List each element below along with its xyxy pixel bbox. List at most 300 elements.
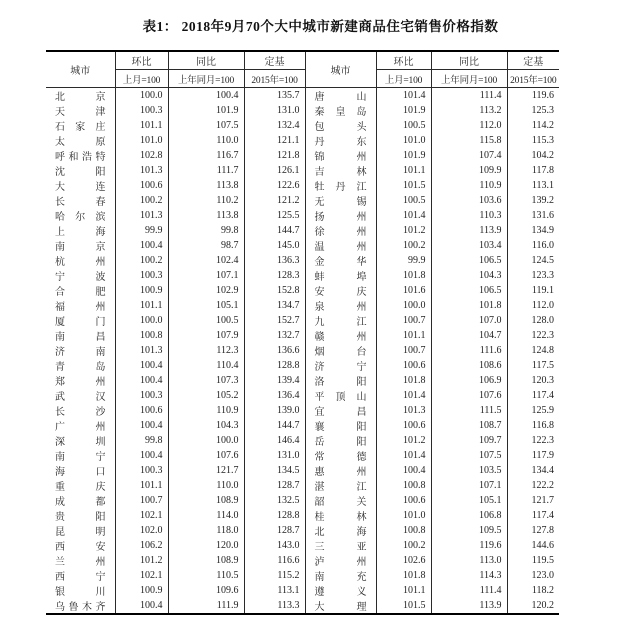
mom-value-right: 100.2 [376, 238, 431, 253]
header-fixed-right: 定基 [507, 51, 559, 70]
yoy-value-right: 107.5 [431, 448, 507, 463]
mom-value-left: 102.0 [115, 523, 168, 538]
fixed-base-value-left: 121.2 [244, 193, 305, 208]
fixed-base-value-left: 134.5 [244, 463, 305, 478]
yoy-value-right: 113.0 [431, 553, 507, 568]
header-yoy-left: 同比 [168, 51, 244, 70]
mom-value-right: 101.9 [376, 103, 431, 118]
mom-value-left: 101.1 [115, 478, 168, 493]
yoy-value-left: 116.7 [168, 148, 244, 163]
city-name-right: 韶 关 [305, 493, 376, 508]
mom-value-right: 100.5 [376, 118, 431, 133]
city-name-left: 杭 州 [46, 253, 115, 268]
yoy-value-left: 107.6 [168, 448, 244, 463]
table-row [46, 253, 559, 268]
fixed-base-value-right: 127.8 [531, 525, 554, 536]
yoy-value-left: 110.0 [168, 478, 244, 493]
mom-value-left: 100.6 [115, 403, 168, 418]
subheader-yoy-base-left: 上年同月=100 [168, 70, 244, 88]
table-row [46, 163, 559, 178]
city-name-left: 西 安 [46, 538, 115, 553]
mom-value-left: 100.4 [115, 373, 168, 388]
city-name-right: 岳 阳 [305, 433, 376, 448]
fixed-base-value-right: 131.6 [531, 210, 554, 221]
yoy-value-right: 111.4 [431, 583, 507, 598]
fixed-base-value-right: 112.0 [531, 300, 554, 311]
fixed-base-value-right: 116.8 [531, 420, 554, 431]
fixed-base-value-left: 128.7 [244, 478, 305, 493]
mom-value-right: 101.0 [376, 508, 431, 523]
city-name-right: 安 庆 [305, 283, 376, 298]
mom-value-right: 101.2 [376, 223, 431, 238]
fixed-base-value-right: 134.9 [531, 225, 554, 236]
fixed-base-value-right: 120.2 [531, 600, 554, 611]
city-name-left: 长 春 [46, 193, 115, 208]
fixed-base-value-right: 119.5 [531, 555, 554, 566]
yoy-value-right: 115.8 [431, 133, 507, 148]
city-name-left: 天 津 [46, 103, 115, 118]
yoy-value-right: 114.3 [431, 568, 507, 583]
city-name-left: 南 昌 [46, 328, 115, 343]
fixed-base-value-right: 134.4 [531, 465, 554, 476]
table-row [46, 88, 559, 104]
city-name-left: 合 肥 [46, 283, 115, 298]
yoy-value-right: 103.4 [431, 238, 507, 253]
yoy-value-left: 118.0 [168, 523, 244, 538]
yoy-value-right: 108.7 [431, 418, 507, 433]
yoy-value-right: 104.3 [431, 268, 507, 283]
yoy-value-right: 111.5 [431, 403, 507, 418]
yoy-value-right: 103.5 [431, 463, 507, 478]
city-name-left: 太 原 [46, 133, 115, 148]
fixed-base-value-right: 128.0 [531, 315, 554, 326]
fixed-base-value-right: 119.1 [531, 285, 554, 296]
mom-value-right: 100.6 [376, 358, 431, 373]
yoy-value-left: 107.9 [168, 328, 244, 343]
city-name-right: 包 头 [305, 118, 376, 133]
city-name-left: 石 家 庄 [46, 118, 115, 133]
table-row [46, 478, 559, 493]
fixed-base-value-right: 122.2 [531, 480, 554, 491]
city-name-left: 西 宁 [46, 568, 115, 583]
fixed-base-value-left: 146.4 [244, 433, 305, 448]
mom-value-left: 101.2 [115, 553, 168, 568]
mom-value-right: 100.0 [376, 298, 431, 313]
mom-value-left: 100.8 [115, 328, 168, 343]
mom-value-left: 100.2 [115, 253, 168, 268]
fixed-base-value-left: 132.5 [244, 493, 305, 508]
city-name-left: 呼 和 浩 特 [46, 148, 115, 163]
city-name-left: 青 岛 [46, 358, 115, 373]
city-name-left: 武 汉 [46, 388, 115, 403]
yoy-value-right: 106.5 [431, 253, 507, 268]
fixed-base-value-left: 136.3 [244, 253, 305, 268]
city-name-right: 遵 义 [305, 583, 376, 598]
mom-value-right: 101.1 [376, 583, 431, 598]
yoy-value-right: 111.4 [431, 88, 507, 104]
table-row [46, 148, 559, 163]
table-row [46, 118, 559, 133]
yoy-value-left: 112.3 [168, 343, 244, 358]
mom-value-right: 101.8 [376, 568, 431, 583]
city-name-right: 吉 林 [305, 163, 376, 178]
table-row [46, 583, 559, 598]
yoy-value-left: 105.2 [168, 388, 244, 403]
fixed-base-value-right: 114.2 [531, 120, 554, 131]
city-name-right: 牡 丹 江 [305, 178, 376, 193]
mom-value-left: 106.2 [115, 538, 168, 553]
yoy-value-right: 107.1 [431, 478, 507, 493]
yoy-value-right: 109.7 [431, 433, 507, 448]
fixed-base-value-left: 131.0 [244, 448, 305, 463]
yoy-value-left: 102.9 [168, 283, 244, 298]
city-name-left: 海 口 [46, 463, 115, 478]
fixed-base-value-right: 122.3 [531, 330, 554, 341]
header-city-right: 城市 [305, 51, 376, 88]
yoy-value-right: 110.9 [431, 178, 507, 193]
city-name-left: 重 庆 [46, 478, 115, 493]
yoy-value-right: 108.6 [431, 358, 507, 373]
mom-value-left: 101.1 [115, 298, 168, 313]
mom-value-left: 100.4 [115, 448, 168, 463]
table-row [46, 598, 559, 614]
header-mom-left: 环比 [115, 51, 168, 70]
mom-value-right: 100.8 [376, 523, 431, 538]
mom-value-left: 100.4 [115, 418, 168, 433]
table-row [46, 268, 559, 283]
fixed-base-value-left: 152.8 [244, 283, 305, 298]
fixed-base-value-right: 117.9 [531, 450, 554, 461]
fixed-base-value-left: 136.6 [244, 343, 305, 358]
fixed-base-value-right: 119.6 [531, 90, 554, 101]
mom-value-right: 100.8 [376, 478, 431, 493]
table-row [46, 133, 559, 148]
mom-value-right: 99.9 [376, 253, 431, 268]
mom-value-left: 100.9 [115, 583, 168, 598]
table-row [46, 553, 559, 568]
mom-value-right: 101.8 [376, 268, 431, 283]
subheader-mom-base-right: 上月=100 [376, 70, 431, 88]
price-index-table [46, 50, 559, 615]
mom-value-left: 100.3 [115, 268, 168, 283]
yoy-value-right: 103.6 [431, 193, 507, 208]
city-name-right: 九 江 [305, 313, 376, 328]
fixed-base-value-left: 128.3 [244, 268, 305, 283]
yoy-value-left: 121.7 [168, 463, 244, 478]
fixed-base-value-right: 117.4 [531, 390, 554, 401]
mom-value-left: 100.9 [115, 283, 168, 298]
city-name-left: 乌 鲁 木 齐 [46, 598, 115, 614]
subheader-fixed-base-left: 2015年=100 [244, 70, 305, 88]
fixed-base-value-left: 132.7 [244, 328, 305, 343]
city-name-right: 三 亚 [305, 538, 376, 553]
mom-value-left: 100.3 [115, 103, 168, 118]
fixed-base-value-left: 113.1 [244, 583, 305, 598]
table-row [46, 193, 559, 208]
mom-value-right: 101.4 [376, 208, 431, 223]
table-row [46, 208, 559, 223]
fixed-base-value-right: 139.2 [531, 195, 554, 206]
fixed-base-value-left: 143.0 [244, 538, 305, 553]
city-name-left: 成 都 [46, 493, 115, 508]
yoy-value-left: 108.9 [168, 493, 244, 508]
table-row [46, 103, 559, 118]
city-name-right: 襄 阳 [305, 418, 376, 433]
yoy-value-left: 111.7 [168, 163, 244, 178]
yoy-value-right: 110.3 [431, 208, 507, 223]
fixed-base-value-left: 152.7 [244, 313, 305, 328]
fixed-base-value-left: 145.0 [244, 238, 305, 253]
mom-value-right: 100.6 [376, 493, 431, 508]
yoy-value-left: 110.4 [168, 358, 244, 373]
yoy-value-right: 113.9 [431, 223, 507, 238]
yoy-value-left: 107.5 [168, 118, 244, 133]
city-name-right: 锦 州 [305, 148, 376, 163]
city-name-right: 宜 昌 [305, 403, 376, 418]
city-name-right: 南 充 [305, 568, 376, 583]
table-row [46, 433, 559, 448]
fixed-base-value-left: 121.8 [244, 148, 305, 163]
fixed-base-value-left: 139.4 [244, 373, 305, 388]
fixed-base-value-left: 144.7 [244, 418, 305, 433]
table-row [46, 523, 559, 538]
fixed-base-value-right: 125.9 [531, 405, 554, 416]
city-name-right: 常 德 [305, 448, 376, 463]
fixed-base-value-left: 136.4 [244, 388, 305, 403]
city-name-left: 广 州 [46, 418, 115, 433]
header-city-left: 城市 [46, 51, 115, 88]
yoy-value-right: 106.9 [431, 373, 507, 388]
yoy-value-left: 101.9 [168, 103, 244, 118]
yoy-value-left: 104.3 [168, 418, 244, 433]
city-name-right: 丹 东 [305, 133, 376, 148]
city-name-right: 惠 州 [305, 463, 376, 478]
page-title: 表1： 2018年9月70个大中城市新建商品住宅销售价格指数 [142, 19, 499, 34]
fixed-base-value-left: 122.6 [244, 178, 305, 193]
city-name-left: 郑 州 [46, 373, 115, 388]
fixed-base-value-right: 123.3 [531, 270, 554, 281]
city-name-right: 大 理 [305, 598, 376, 614]
yoy-value-left: 100.5 [168, 313, 244, 328]
mom-value-right: 100.7 [376, 343, 431, 358]
mom-value-right: 101.4 [376, 88, 431, 104]
yoy-value-left: 100.4 [168, 88, 244, 104]
mom-value-left: 102.8 [115, 148, 168, 163]
fixed-base-value-right: 113.1 [531, 180, 554, 191]
yoy-value-left: 98.7 [168, 238, 244, 253]
mom-value-left: 100.7 [115, 493, 168, 508]
table-row [46, 298, 559, 313]
header-yoy-right: 同比 [431, 51, 507, 70]
table-row [46, 508, 559, 523]
yoy-value-right: 113.2 [431, 103, 507, 118]
yoy-value-right: 119.6 [431, 538, 507, 553]
mom-value-left: 101.3 [115, 343, 168, 358]
mom-value-left: 101.1 [115, 118, 168, 133]
fixed-base-value-right: 115.3 [531, 135, 554, 146]
yoy-value-right: 106.8 [431, 508, 507, 523]
fixed-base-value-right: 116.0 [531, 240, 554, 251]
mom-value-left: 100.0 [115, 313, 168, 328]
yoy-value-left: 108.9 [168, 553, 244, 568]
fixed-base-value-left: 131.0 [244, 103, 305, 118]
mom-value-left: 101.3 [115, 163, 168, 178]
mom-value-right: 101.9 [376, 148, 431, 163]
mom-value-left: 102.1 [115, 568, 168, 583]
fixed-base-value-left: 139.0 [244, 403, 305, 418]
fixed-base-value-left: 132.4 [244, 118, 305, 133]
yoy-value-left: 113.8 [168, 178, 244, 193]
fixed-base-value-right: 117.5 [531, 360, 554, 371]
yoy-value-right: 111.6 [431, 343, 507, 358]
fixed-base-value-right: 120.3 [531, 375, 554, 386]
subheader-mom-base-left: 上月=100 [115, 70, 168, 88]
fixed-base-value-right: 144.6 [531, 540, 554, 551]
subheader-yoy-base-right: 上年同月=100 [431, 70, 507, 88]
mom-value-left: 100.6 [115, 178, 168, 193]
mom-value-right: 100.6 [376, 418, 431, 433]
city-name-left: 济 南 [46, 343, 115, 358]
table-row [46, 463, 559, 478]
mom-value-left: 100.2 [115, 193, 168, 208]
city-name-left: 深 圳 [46, 433, 115, 448]
table-row [46, 223, 559, 238]
mom-value-left: 102.1 [115, 508, 168, 523]
table-row [46, 313, 559, 328]
yoy-value-right: 105.1 [431, 493, 507, 508]
table-row [46, 388, 559, 403]
fixed-base-value-right: 124.8 [531, 345, 554, 356]
city-name-right: 赣 州 [305, 328, 376, 343]
mom-value-right: 101.3 [376, 403, 431, 418]
yoy-value-right: 107.0 [431, 313, 507, 328]
city-name-left: 长 沙 [46, 403, 115, 418]
yoy-value-left: 99.8 [168, 223, 244, 238]
yoy-value-right: 101.8 [431, 298, 507, 313]
mom-value-right: 101.1 [376, 163, 431, 178]
yoy-value-left: 111.9 [168, 598, 244, 614]
mom-value-left: 100.4 [115, 238, 168, 253]
fixed-base-value-right: 124.5 [531, 255, 554, 266]
yoy-value-left: 102.4 [168, 253, 244, 268]
yoy-value-left: 110.2 [168, 193, 244, 208]
city-name-left: 沈 阳 [46, 163, 115, 178]
fixed-base-value-left: 126.1 [244, 163, 305, 178]
header-row-1 [46, 51, 559, 70]
yoy-value-right: 104.7 [431, 328, 507, 343]
fixed-base-value-right: 118.2 [531, 585, 554, 596]
mom-value-right: 102.6 [376, 553, 431, 568]
table-row [46, 358, 559, 373]
city-name-right: 北 海 [305, 523, 376, 538]
mom-value-left: 100.3 [115, 463, 168, 478]
yoy-value-left: 110.5 [168, 568, 244, 583]
subheader-fixed-base-right: 2015年=100 [507, 70, 559, 88]
fixed-base-value-left: 135.7 [244, 88, 305, 104]
city-name-right: 蚌 埠 [305, 268, 376, 283]
mom-value-left: 100.4 [115, 358, 168, 373]
mom-value-right: 101.6 [376, 283, 431, 298]
mom-value-right: 101.1 [376, 328, 431, 343]
mom-value-left: 100.0 [115, 88, 168, 104]
city-name-left: 大 连 [46, 178, 115, 193]
city-name-right: 温 州 [305, 238, 376, 253]
table-row [46, 178, 559, 193]
mom-value-right: 101.4 [376, 388, 431, 403]
city-name-right: 平 顶 山 [305, 388, 376, 403]
table-row [46, 373, 559, 388]
city-name-right: 洛 阳 [305, 373, 376, 388]
table-row [46, 568, 559, 583]
mom-value-left: 99.8 [115, 433, 168, 448]
yoy-value-left: 100.0 [168, 433, 244, 448]
mom-value-right: 101.8 [376, 373, 431, 388]
city-name-right: 桂 林 [305, 508, 376, 523]
fixed-base-value-left: 144.7 [244, 223, 305, 238]
fixed-base-value-left: 128.7 [244, 523, 305, 538]
city-name-left: 福 州 [46, 298, 115, 313]
city-name-left: 昆 明 [46, 523, 115, 538]
yoy-value-right: 109.5 [431, 523, 507, 538]
yoy-value-left: 113.8 [168, 208, 244, 223]
fixed-base-value-right: 117.8 [531, 165, 554, 176]
city-name-left: 厦 门 [46, 313, 115, 328]
header-fixed-left: 定基 [244, 51, 305, 70]
yoy-value-right: 113.9 [431, 598, 507, 614]
city-name-left: 贵 阳 [46, 508, 115, 523]
mom-value-left: 99.9 [115, 223, 168, 238]
yoy-value-left: 114.0 [168, 508, 244, 523]
yoy-value-right: 106.5 [431, 283, 507, 298]
city-name-right: 扬 州 [305, 208, 376, 223]
city-name-left: 哈 尔 滨 [46, 208, 115, 223]
city-name-right: 烟 台 [305, 343, 376, 358]
city-name-right: 泉 州 [305, 298, 376, 313]
mom-value-right: 101.4 [376, 448, 431, 463]
fixed-base-value-right: 125.3 [531, 105, 554, 116]
city-name-left: 银 川 [46, 583, 115, 598]
yoy-value-left: 120.0 [168, 538, 244, 553]
city-name-right: 秦 皇 岛 [305, 103, 376, 118]
table-row [46, 448, 559, 463]
table-row [46, 343, 559, 358]
yoy-value-left: 107.3 [168, 373, 244, 388]
fixed-base-value-right: 104.2 [531, 150, 554, 161]
mom-value-left: 101.0 [115, 133, 168, 148]
table-row [46, 538, 559, 553]
header-mom-right: 环比 [376, 51, 431, 70]
mom-value-right: 101.5 [376, 178, 431, 193]
mom-value-right: 100.2 [376, 538, 431, 553]
yoy-value-left: 110.0 [168, 133, 244, 148]
mom-value-left: 100.3 [115, 388, 168, 403]
fixed-base-value-left: 125.5 [244, 208, 305, 223]
table-row [46, 238, 559, 253]
mom-value-left: 100.4 [115, 598, 168, 614]
fixed-base-value-right: 117.4 [531, 510, 554, 521]
city-name-left: 上 海 [46, 223, 115, 238]
mom-value-right: 101.2 [376, 433, 431, 448]
fixed-base-value-right: 123.0 [531, 570, 554, 581]
yoy-value-left: 105.1 [168, 298, 244, 313]
city-name-right: 湛 江 [305, 478, 376, 493]
city-name-right: 徐 州 [305, 223, 376, 238]
yoy-value-right: 107.4 [431, 148, 507, 163]
mom-value-right: 100.4 [376, 463, 431, 478]
mom-value-right: 100.7 [376, 313, 431, 328]
yoy-value-left: 109.6 [168, 583, 244, 598]
mom-value-left: 101.3 [115, 208, 168, 223]
